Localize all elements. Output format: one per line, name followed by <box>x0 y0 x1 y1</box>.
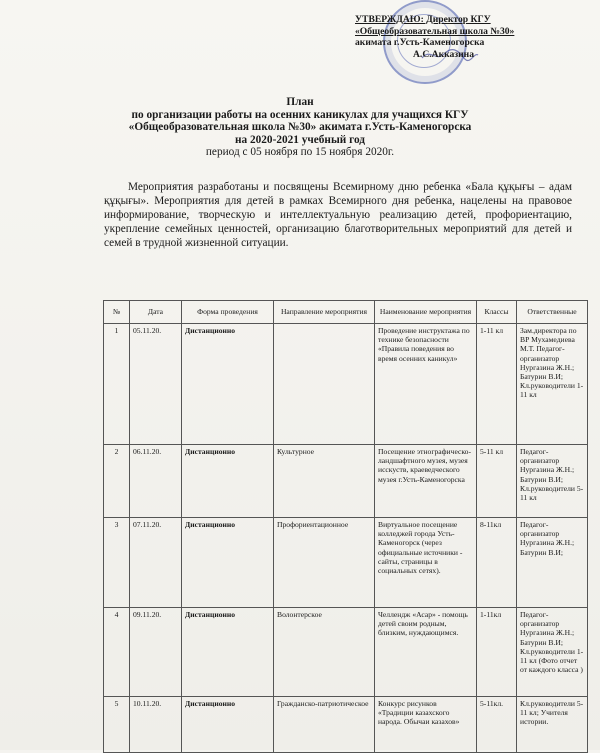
cell-form: Дистанционно <box>182 518 274 608</box>
title-line-2: по организации работы на осенних каникулах для учащихся КГУ <box>131 108 469 121</box>
intro-paragraph <box>104 180 572 250</box>
cell-form: Дистанционно <box>182 608 274 697</box>
cell-date: 07.11.20. <box>130 518 182 608</box>
cell-responsible: Зам.директора по ВР Мухамедиева М.Т. Педагог-организатор Нургазина Ж.Н.; Батурин В.И; Кл.руководители 1-11 кл <box>517 324 588 445</box>
cell-direction: Гражданско-патриотическое <box>274 697 375 753</box>
approval-signatory: А.С.Акказина <box>413 48 474 60</box>
table-row <box>104 324 588 445</box>
header-responsible: Ответственные <box>517 301 588 324</box>
title-line-3: «Общеобразовательная школа №30» акимата г.Усть-Каменогорска <box>128 121 472 134</box>
header-classes: Классы <box>477 301 517 324</box>
approval-line-1: УТВЕРЖДАЮ: Директор КГУ <box>355 14 491 25</box>
header-date: Дата <box>130 301 182 324</box>
cell-responsible: Кл.руководители 5-11 кл; Учителя истории. <box>517 697 588 753</box>
cell-direction: Культурное <box>274 445 375 518</box>
header-direction: Направление мероприятия <box>274 301 375 324</box>
approval-line-2: «Общеобразовательная школа №30» <box>355 25 515 37</box>
cell-date: 10.11.20. <box>130 697 182 753</box>
cell-num: 1 <box>104 324 130 445</box>
cell-num: 3 <box>104 518 130 608</box>
cell-name: Челлендж «Асар» - помощь детей своим родным, близким, нуждающимся. <box>375 608 477 697</box>
cell-classes: 8-11кл <box>477 518 517 608</box>
table-row <box>104 518 588 608</box>
cell-num: 5 <box>104 697 130 753</box>
cell-responsible: Педагог-организатор Нургазина Ж.Н.; Батурин В.И; Кл.руководители 5-11 кл <box>517 445 588 518</box>
cell-responsible: Педагог-организатор Нургазина Ж.Н.; Батурин В.И; <box>517 518 588 608</box>
cell-form: Дистанционно <box>182 445 274 518</box>
events-table <box>103 300 588 753</box>
table-row <box>104 608 588 697</box>
cell-name: Посещение этнографическо-ландшафтного музея, музея исскуств, краеведческого музея г.Усть-Каменогорска <box>375 445 477 518</box>
cell-direction: Профориентационное <box>274 518 375 608</box>
cell-classes: 1-11кл <box>477 608 517 697</box>
header-name: Наименование мероприятия <box>375 301 477 324</box>
title-line-4: на 2020-2021 учебный год <box>235 133 365 146</box>
table-header-row <box>104 301 588 324</box>
cell-direction: Волонтерское <box>274 608 375 697</box>
cell-date: 09.11.20. <box>130 608 182 697</box>
cell-classes: 5-11кл. <box>477 697 517 753</box>
cell-classes: 5-11 кл <box>477 445 517 518</box>
cell-num: 4 <box>104 608 130 697</box>
title-period: период с 05 ноября по 15 ноября 2020г. <box>205 146 395 159</box>
intro-text: Мероприятия разработаны и посвящены Всемирному дню ребенка «Бала құқығы – адам құқығы». Мероприятия для детей в рамках Всемирного дня ребенка, нацелены на правовое информирование, творческую и интеллектуальную реализацию детей, профориентацию, укрепление семейных ценностей, организацию благотворительных мероприятий для детей и семей в трудной жизненной ситуации. <box>104 181 572 249</box>
approval-block <box>355 14 595 60</box>
title-line-1: План <box>286 96 314 108</box>
cell-responsible: Педагог-организатор Нургазина Ж.Н.; Батурин В.И; Кл.руководители 1-11 кл (Фото отчет от каждого класса ) <box>517 608 588 697</box>
cell-name: Виртуальное посещение колледжей города Усть-Каменогорск (через официальные источники - сайты, страницы в социальных сетях). <box>375 518 477 608</box>
cell-name: Проведение инструктажа по технике безопасности «Правила поведения во время осенних каникул» <box>375 324 477 445</box>
cell-date: 05.11.20. <box>130 324 182 445</box>
cell-form: Дистанционно <box>182 697 274 753</box>
cell-name: Конкурс рисунков «Традиции казахского народа. Обычаи казахов» <box>375 697 477 753</box>
document-title <box>20 96 580 159</box>
cell-classes: 1-11 кл <box>477 324 517 445</box>
approval-line-3: акимата г.Усть-Каменогорска <box>355 37 485 48</box>
cell-direction <box>274 324 375 445</box>
header-num: № <box>104 301 130 324</box>
cell-date: 06.11.20. <box>130 445 182 518</box>
table-row <box>104 445 588 518</box>
cell-num: 2 <box>104 445 130 518</box>
table-row <box>104 697 588 753</box>
cell-form: Дистанционно <box>182 324 274 445</box>
header-form: Форма проведения <box>182 301 274 324</box>
